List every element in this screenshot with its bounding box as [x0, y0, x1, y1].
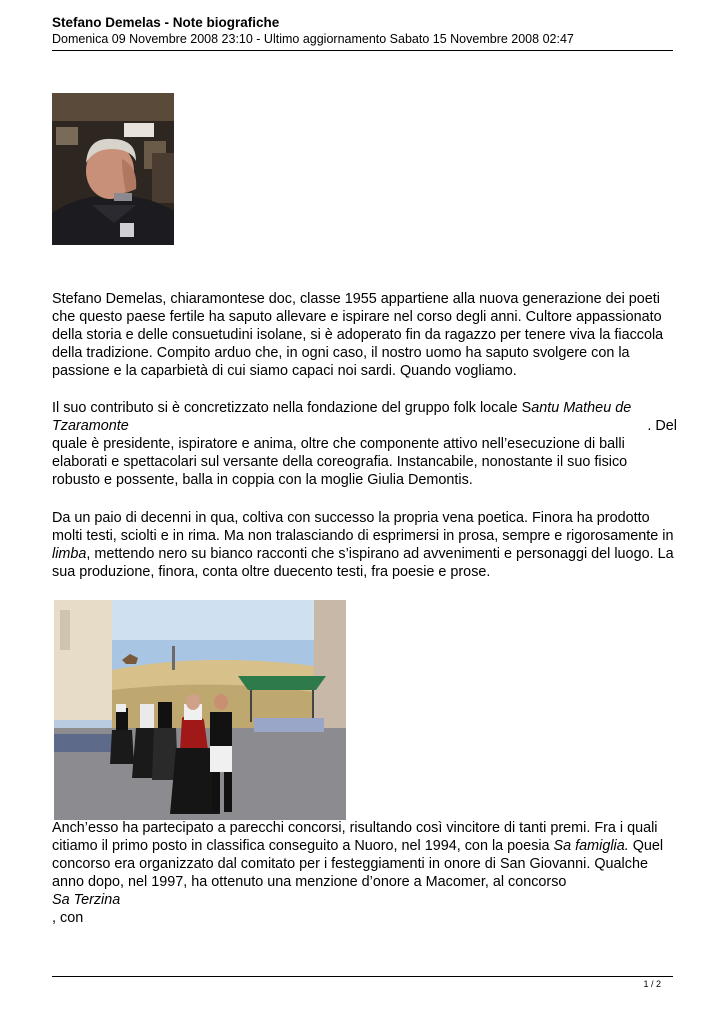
footer-divider [52, 976, 673, 977]
p4-text-mid: Quel concorso era organizzato dal comitato per i festeggiamenti in onore di San Giovanni. Qualche anno dopo, nel 1997, ha ottenuto una menzione d’onore a Macomer, al concorso [52, 838, 664, 890]
poem-title-sa-famiglia: Sa famiglia. [553, 838, 629, 854]
p2-text-before: Il suo contributo si è concretizzato nella fondazione del gruppo folk locale S [52, 400, 532, 416]
group-name-italic: antu Matheu de Tzaramonte [52, 400, 632, 434]
paragraph-intro: Stefano Demelas, chiaramontese doc, classe 1955 appartiene alla nuova generazione dei poeti che questo paese fertile ha saputo allevare e ispirare nel corso degli anni. Cultore appassionato della storia e delle consuetudini isolane, si è adoperato fin da ragazzo per tenere viva la fiaccola della tradizione. Compito arduo che, in ogni caso, il nostro uomo ha saputo svolgere con la passione e la caparbietà di cui siamo capaci noi sardi. Quando vogliamo. [52, 291, 664, 379]
paragraph-poetry [52, 509, 677, 581]
folk-dance-photo [54, 600, 346, 820]
p2-text-after: quale è presidente, ispiratore e anima, oltre che componente attivo nell’esecuzione di balli elaborati e spettacolari sul versante della coreografia. Instancabile, nonostante il suo fisico robusto e possente, balla in coppia con la moglie Giulia Demontis. [52, 436, 628, 488]
p4-text-end: , con [52, 910, 84, 926]
p3-text-before: Da un paio di decenni in qua, coltiva con successo la propria vena poetica. Finora ha prodotto molti testi, sciolti e in rima. Ma non tralasciando di esprimersi in prosa, sempre e rigorosamente in [52, 510, 674, 544]
p2-text-right: . Del [647, 418, 677, 434]
contest-name-sa-terzina: Sa Terzina [52, 892, 121, 908]
header-divider [52, 50, 673, 51]
paragraph-awards [52, 819, 677, 927]
portrait-photo [52, 93, 174, 245]
page-number: 1 / 2 [643, 979, 661, 989]
p4-text-before: Anch’esso ha partecipato a parecchi concorsi, risultando così vincitore di tanti premi. Fra i quali citiamo il primo posto in classifica conseguito a Nuoro, nel 1994, con la poesia [52, 820, 658, 854]
limba-italic: limba [52, 546, 87, 562]
article-dates: Domenica 09 Novembre 2008 23:10 - Ultimo aggiornamento Sabato 15 Novembre 2008 02:47 [52, 32, 574, 46]
p3-text-after: , mettendo nero su bianco racconti che s’ispirano ad avvenimenti e personaggi del luogo. La sua produzione, finora, conta oltre duecento testi, fra poesie e prose. [52, 546, 674, 580]
paragraph-folk-group [52, 399, 677, 489]
article-title: Stefano Demelas - Note biografiche [52, 15, 280, 30]
page-header [52, 15, 673, 47]
